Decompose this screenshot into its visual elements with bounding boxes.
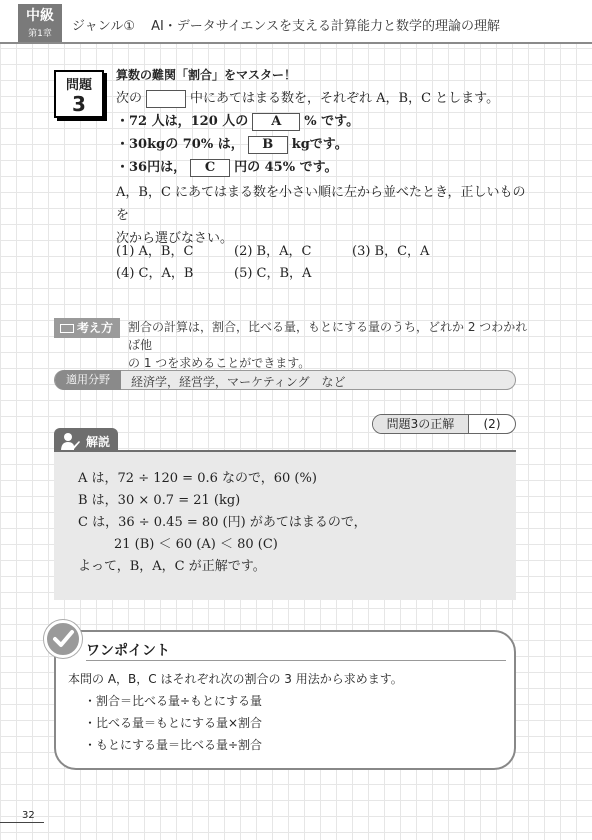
answer-value: (2) bbox=[483, 417, 501, 431]
line1-before: ・72 人は，120 人の bbox=[116, 114, 249, 129]
application-field-bar bbox=[54, 370, 516, 390]
blank-b: B bbox=[248, 136, 288, 154]
onepoint-divider bbox=[86, 660, 506, 661]
onepoint-intro: 本問の A，B，C はそれぞれ次の割合の 3 用法から求めます。 bbox=[68, 672, 403, 686]
explanation-line: A は，72 ÷ 120 = 0.6 なので，60 (%) bbox=[78, 471, 317, 486]
intro-after: 中にあてはまる数を，それぞれ A，B，C とします。 bbox=[190, 91, 500, 106]
field-text: 経済学，経営学，マーケティング など bbox=[131, 375, 346, 389]
book-icon bbox=[60, 324, 74, 333]
think-label bbox=[54, 318, 120, 338]
question-intro bbox=[116, 87, 536, 110]
chapter-label: 第1章 bbox=[28, 29, 52, 39]
question-badge-label: 問題 bbox=[65, 78, 92, 93]
question-line-1 bbox=[116, 110, 536, 133]
answer-label: 問題3の正解 bbox=[373, 415, 469, 433]
line2-mid: の 70% は， bbox=[165, 137, 244, 152]
choice-4: (4) C，A，B bbox=[116, 266, 194, 281]
page-number: 32 bbox=[22, 810, 35, 821]
choice-1: (1) A，B，C bbox=[116, 244, 194, 259]
choices bbox=[116, 240, 470, 284]
genre-heading bbox=[72, 15, 500, 34]
line2-after: kgです。 bbox=[291, 137, 348, 152]
question-instruction-2: 次から選びなさい。 bbox=[116, 231, 234, 246]
explanation-tab bbox=[54, 428, 118, 452]
onepoint-body bbox=[68, 668, 403, 756]
question-instruction-1: A，B，C にあてはまる数を小さい順に左から並べたとき，正しいものを bbox=[116, 185, 526, 223]
question-body bbox=[116, 64, 536, 250]
line2-unit: kg bbox=[147, 137, 166, 152]
question-line-3 bbox=[116, 156, 536, 179]
onepoint-item: ・比べる量＝もとにする量×割合 bbox=[84, 716, 263, 730]
check-icon bbox=[44, 620, 82, 658]
choice-5: (5) C，B，A bbox=[234, 266, 312, 281]
think-label-text: 考え方 bbox=[77, 321, 114, 335]
choice-row bbox=[116, 262, 470, 284]
intro-before: 次の bbox=[116, 91, 143, 106]
line3-after: 円の 45% です。 bbox=[234, 160, 338, 175]
genre-title: AI・データサイエンスを支える計算能力と数学的理論の理解 bbox=[151, 19, 500, 34]
answer-box bbox=[372, 414, 516, 434]
level-label: 中級 bbox=[26, 8, 54, 24]
question-line-2 bbox=[116, 133, 536, 156]
genre-label: ジャンル① bbox=[72, 19, 136, 34]
field-label: 適用分野 bbox=[55, 370, 121, 390]
blank-box bbox=[146, 90, 186, 108]
level-badge bbox=[18, 4, 62, 42]
teacher-icon bbox=[60, 431, 80, 451]
onepoint-item: ・もとにする量＝比べる量÷割合 bbox=[84, 738, 263, 752]
onepoint-title: ワンポイント bbox=[86, 643, 170, 659]
explanation-line: B は，30 × 0.7 = 21 (kg) bbox=[78, 493, 241, 508]
explanation-label: 解説 bbox=[86, 435, 111, 449]
think-line-1: 割合の計算は，割合，比べる量，もとにする量のうち，どれか 2 つわかれば他 bbox=[128, 320, 528, 352]
question-badge-number: 3 bbox=[72, 92, 86, 116]
think-line-2: の 1 つを求めることができます。 bbox=[128, 356, 311, 370]
line1-after: % です。 bbox=[304, 114, 360, 129]
blank-a: A bbox=[252, 113, 300, 131]
blank-c: C bbox=[190, 159, 230, 177]
onepoint-item: ・割合＝比べる量÷もとにする量 bbox=[84, 694, 263, 708]
explanation-line: C は，36 ÷ 0.45 = 80 (円) があてはまるので， bbox=[78, 515, 367, 530]
explanation-box bbox=[54, 452, 516, 600]
explanation-line: よって，B，A，C が正解です。 bbox=[78, 559, 266, 574]
page-header bbox=[0, 0, 592, 44]
page-number-rule bbox=[0, 822, 44, 823]
line3-before: ・36円は， bbox=[116, 160, 187, 175]
choice-2: (2) B，A，C bbox=[234, 244, 312, 259]
line2-before: ・30 bbox=[116, 137, 148, 152]
explanation-line: 21 (B) ＜ 60 (A) ＜ 80 (C) bbox=[114, 537, 278, 552]
choice-3: (3) B，C，A bbox=[352, 244, 430, 259]
think-text bbox=[128, 318, 528, 372]
question-badge bbox=[54, 70, 104, 118]
choice-row bbox=[116, 240, 470, 262]
question-title: 算数の難関「割合」をマスター！ bbox=[116, 68, 297, 82]
